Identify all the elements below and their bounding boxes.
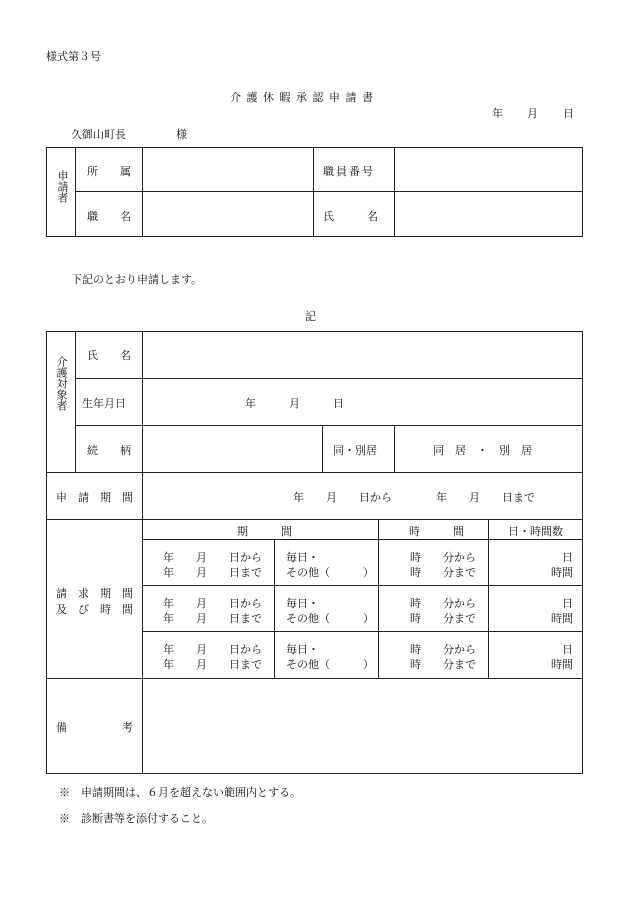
col-time-header: 時 間 <box>409 525 464 538</box>
form-number: 様式第３号 <box>46 50 101 63</box>
addressee-honorific: 様 <box>176 128 187 141</box>
row3-hours-unit: 時間 <box>551 658 573 671</box>
relation-label: 続 柄 <box>87 444 131 457</box>
row3-other[interactable]: その他（ ） <box>286 658 374 671</box>
position-label: 職 名 <box>87 210 131 223</box>
name-field[interactable] <box>399 196 577 232</box>
relation-field[interactable] <box>147 430 317 467</box>
row1-hours-unit: 時間 <box>551 566 573 579</box>
row2-other[interactable]: その他（ ） <box>286 612 374 625</box>
row3-time-to[interactable]: 時 分まで <box>410 658 476 671</box>
row2-time-to[interactable]: 時 分まで <box>410 612 476 625</box>
remarks-label-left: 備 <box>56 721 67 734</box>
row2-day-unit: 日 <box>562 597 573 610</box>
affiliation-field[interactable] <box>147 152 309 187</box>
row1-other[interactable]: その他（ ） <box>286 566 374 579</box>
care-name-label: 氏 名 <box>87 349 131 362</box>
addressee-name: 久御山町長 <box>71 128 126 141</box>
row3-time-from[interactable]: 時 分から <box>410 643 476 656</box>
row3-from[interactable]: 年 月 日から <box>163 643 262 656</box>
row1-day-unit: 日 <box>562 551 573 564</box>
staff-number-field[interactable] <box>399 152 577 187</box>
row1-from[interactable]: 年 月 日から <box>163 551 262 564</box>
care-name-field[interactable] <box>147 336 577 373</box>
birth-label: 生年月日 <box>82 397 126 410</box>
living-label: 同・別居 <box>333 444 377 457</box>
row3-to[interactable]: 年 月 日まで <box>163 658 262 671</box>
date-year: 年 <box>492 107 503 120</box>
note-2: ※ 診断書等を添付すること。 <box>59 812 213 825</box>
row1-every[interactable]: 毎日・ <box>286 551 319 564</box>
request-period-value[interactable]: 年 月 日から 年 月 日まで <box>293 491 535 504</box>
col-days-header: 日・時間数 <box>508 525 563 538</box>
row2-every[interactable]: 毎日・ <box>286 597 319 610</box>
row2-time-from[interactable]: 時 分から <box>410 597 476 610</box>
note-1: ※ 申請期間は、６月を超えない範囲内とする。 <box>59 786 301 799</box>
request-period-label: 申 請 期 間 <box>56 491 133 504</box>
ki-mark: 記 <box>305 310 316 323</box>
row1-time-to[interactable]: 時 分まで <box>410 566 476 579</box>
living-choice[interactable]: 同 居 ・ 別 居 <box>433 444 532 457</box>
affiliation-label: 所 属 <box>87 165 131 178</box>
applicant-group-label: 申請者 <box>56 170 69 203</box>
remarks-field[interactable] <box>147 683 577 768</box>
staff-number-label: 職員番号 <box>323 165 375 178</box>
row3-day-unit: 日 <box>562 643 573 656</box>
row1-time-from[interactable]: 時 分から <box>410 551 476 564</box>
row2-hours-unit: 時間 <box>551 612 573 625</box>
row2-from[interactable]: 年 月 日から <box>163 597 262 610</box>
row1-to[interactable]: 年 月 日まで <box>163 566 262 579</box>
billing-label-2: 及 び 時 間 <box>56 603 133 616</box>
billing-label-1: 請 求 期 間 <box>56 587 133 600</box>
row3-every[interactable]: 毎日・ <box>286 643 319 656</box>
care-target-group-label: 介護対象者 <box>55 356 68 411</box>
form-title: 介 護 休 暇 承 認 申 請 書 <box>230 91 374 104</box>
birth-value[interactable]: 年 月 日 <box>245 397 344 410</box>
statement: 下記のとおり申請します。 <box>71 273 203 286</box>
name-label: 氏 名 <box>323 210 378 223</box>
row2-to[interactable]: 年 月 日まで <box>163 612 262 625</box>
remarks-label-right: 考 <box>122 721 133 734</box>
date-day: 日 <box>563 107 574 120</box>
date-month: 月 <box>527 107 538 120</box>
position-field[interactable] <box>147 196 309 232</box>
col-period-header: 期 間 <box>237 525 292 538</box>
